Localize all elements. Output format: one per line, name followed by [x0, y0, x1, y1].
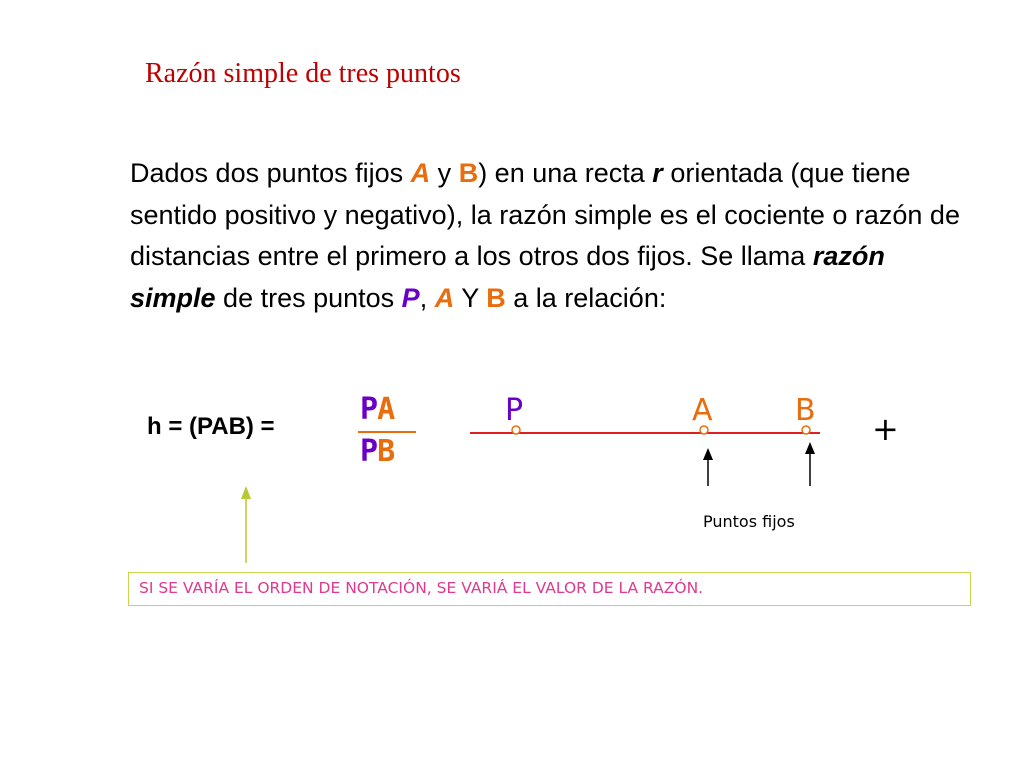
para-text-4: orientada (que tiene sentido positivo y negativo), la razón simple es el cociente o razón de distancias entre el primero a los otros dos fijos. Se llama	[130, 158, 960, 271]
fixed-points-label: Puntos fijos	[703, 512, 795, 531]
para-text-7: Y	[454, 282, 487, 313]
point-a-ref-2: A	[434, 282, 455, 313]
denominator-p: P	[360, 434, 378, 469]
point-b-ref-2: B	[486, 282, 506, 313]
para-text-3: ) en una recta	[478, 158, 653, 188]
term-razon-simple: razón simple	[130, 241, 885, 313]
point-a-ref: A	[410, 158, 431, 188]
order-warning-note: SI SE VARÍA EL ORDEN DE NOTACIÓN, SE VARIÁ EL VALOR DE LA RAZÓN.	[128, 572, 971, 606]
para-text-6: ,	[419, 282, 435, 313]
fixed-point-arrow-b	[805, 442, 815, 486]
para-text-5: de tres puntos	[215, 282, 402, 313]
point-b-label: B	[795, 393, 816, 428]
para-text-2: y	[430, 158, 459, 188]
formula-label: h = (PAB) =	[147, 413, 275, 440]
line-r-ref: r	[652, 158, 663, 188]
para-text-1: Dados dos puntos fijos	[130, 158, 411, 188]
slide-title: Razón simple de tres puntos	[145, 58, 461, 89]
point-b-ref: B	[458, 158, 479, 188]
numerator-p: P	[360, 392, 378, 427]
positive-direction-sign: +	[872, 410, 899, 448]
para-text-8: a la relación:	[505, 282, 667, 313]
point-a-label: A	[692, 393, 713, 428]
numerator-a: A	[377, 392, 395, 427]
point-p-label: P	[505, 393, 524, 428]
note-pointer-arrow	[241, 486, 251, 563]
point-p-ref: P	[401, 282, 420, 313]
denominator-b: B	[377, 434, 395, 469]
fixed-point-arrow-a	[703, 448, 713, 486]
